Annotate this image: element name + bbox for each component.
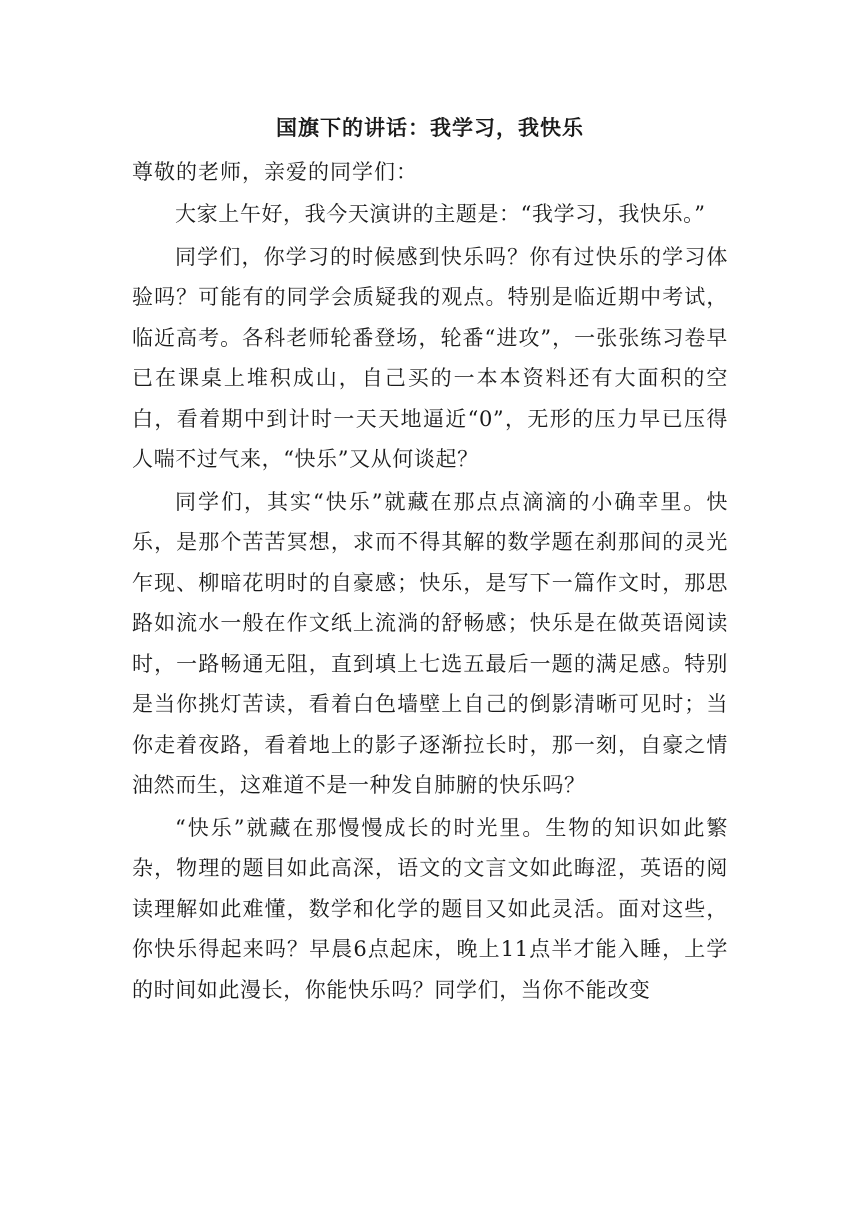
document-title: 国旗下的讲话：我学习，我快乐 [276,116,584,140]
paragraph-growth: “快乐”就藏在那慢慢成长的时光里。生物的知识如此繁杂，物理的题目如此高深，语文的文言文如此晦涩，英语的阅读理解如此难懂，数学和化学的题目又如此灵活。面对这些，你快乐得起来吗？早晨6点起床，晚上11点半才能入睡，上学的时间如此漫长，你能快乐吗？同学们，当你不能改变 [132,815,728,1002]
paragraph-pressure: 同学们，你学习的时候感到快乐吗？你有过快乐的学习体验吗？可能有的同学会质疑我的观点。特别是临近期中考试，临近高考。各科老师轮番登场，轮番“进攻”，一张张练习卷早已在课桌上堆积成山，自己买的一本本资料还有大面积的空白，看着期中到计时一天天地逼近“0”，无形的压力早已压得人喘不过气来，“快乐”又从何谈起？ [132,244,728,471]
salutation: 尊敬的老师，亲爱的同学们： [132,160,418,184]
paragraph-greeting: 大家上午好，我今天演讲的主题是：“我学习，我快乐。” [175,202,706,226]
paragraph-small-joys: 同学们，其实“快乐”就藏在那点点滴滴的小确幸里。快乐，是那个苦苦冥想，求而不得其解的数学题在刹那间的灵光乍现、柳暗花明时的自豪感；快乐，是写下一篇作文时，那思路如流水一般在作文纸上流淌的舒畅感；快乐是在做英语阅读时，一路畅通无阻，直到填上七选五最后一题的满足感。特别是当你挑灯苦读，看着白色墙壁上自己的倒影清晰可见时；当你走着夜路，看着地上的影子逐渐拉长时，那一刻，自豪之情油然而生，这难道不是一种发自肺腑的快乐吗？ [132,489,728,797]
document-body [132,108,728,1010]
